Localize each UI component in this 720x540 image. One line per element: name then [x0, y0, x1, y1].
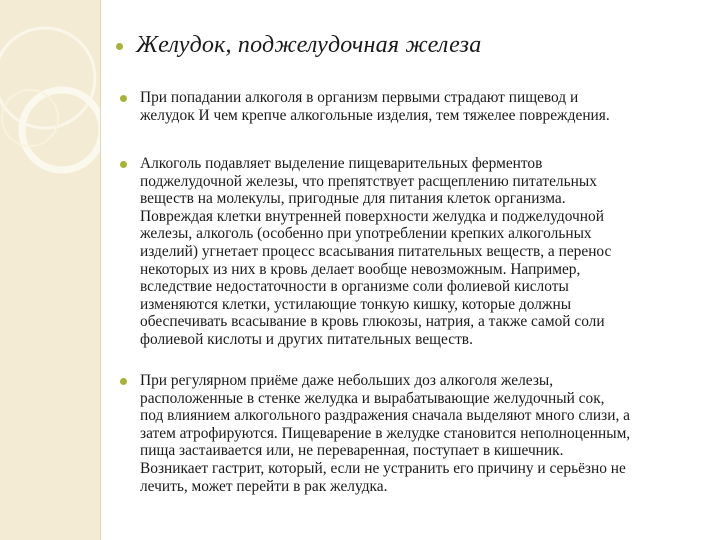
decorative-sidebar: [0, 0, 101, 540]
slide-content: [100, 0, 720, 540]
bullet-dot-icon: [120, 378, 127, 385]
bullet-dot-icon: [120, 161, 127, 168]
bullet-dot-icon: [120, 95, 127, 102]
decorative-circles-graphic: [0, 0, 100, 540]
bullet-text-1: При попадании алкоголя в организм первыми страдают пищевод и желудок И чем крепче алкогольные изделия, тем тяжелее повреждения.: [140, 89, 610, 124]
slide-title: Желудок, поджелудочная железа: [136, 32, 482, 58]
bullet-text-2: Алкоголь подавляет выделение пищеварительных ферментов поджелудочной железы, что препятствует расщеплению питательных веществ на молекулы, пригодные для питания клеток организма. Повреждая клетки внутренней поверхности желудка и поджелудочной железы, алкоголь (особенно при употреблении крепких алкогольных изделий) угнетает процесс всасывания питательных веществ, а перенос некоторых из них в кровь делает вообще невозможным. Например, вследствие недостаточности в организме соли фолиевой кислоты изменяются клетки, устилающие тонкую кишку, которые должны обеспечивать всасывание в кровь глюкозы, натрия, а также самой соли фолиевой кислоты и других питательных веществ.: [140, 155, 612, 348]
bullet-dot-icon: [116, 43, 123, 50]
bullet-text-3: При регулярном приёме даже небольших доз алкоголя железы, расположенные в стенке желудка и вырабатывающие желудочный сок, под влиянием алкогольного раздражения сначала выделяют много слизи, а затем атрофируются. Пищеварение в желудке становится неполноценным, пища застаивается или, не переваренная, поступает в кишечник. Возникает гастрит, который, если не устранить его причину и серьёзно не лечить, может перейти в рак желудка.: [140, 372, 631, 495]
